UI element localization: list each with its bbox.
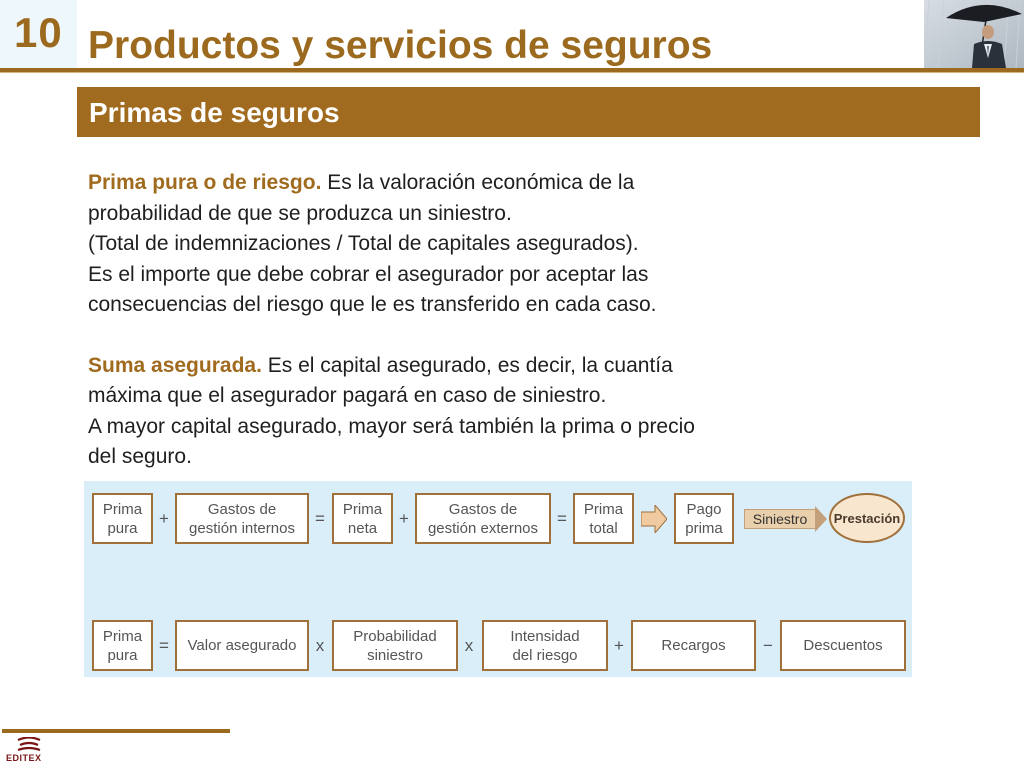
- editex-logo-mark: [14, 737, 44, 753]
- page-title: Productos y servicios de seguros: [88, 24, 713, 67]
- paragraph2-line3: A mayor capital asegurado, mayor será también la prima o precio: [88, 414, 695, 438]
- box-probabilidad-siniestro: Probabilidad siniestro: [332, 620, 458, 671]
- box-prima-pura-1: Prima pura: [92, 493, 153, 544]
- chapter-badge: [0, 0, 77, 68]
- op-equals-row2: =: [159, 636, 169, 655]
- paragraph1-line4: Es el importe que debe cobrar el asegurador por aceptar las: [88, 262, 649, 286]
- box-gastos-internos: Gastos de gestión internos: [175, 493, 309, 544]
- umbrella-businessman-photo: [924, 0, 1024, 68]
- paragraph2-line2: máxima que el asegurador pagará en caso de siniestro.: [88, 384, 607, 407]
- op-plus-2: +: [399, 509, 409, 528]
- box-pago-prima: Pago prima: [674, 493, 734, 544]
- op-times-1: x: [315, 636, 325, 655]
- paragraph2-line4: del seguro.: [88, 445, 192, 468]
- paragraph1-line5: consecuencias del riesgo que le es transferido en cada caso.: [88, 293, 657, 316]
- footer-divider: [2, 729, 230, 733]
- box-recargos: Recargos: [631, 620, 756, 671]
- paragraph-prima-pura: [88, 168, 848, 321]
- box-descuentos: Descuentos: [780, 620, 906, 671]
- editex-logo: [6, 737, 66, 765]
- box-prima-total: Prima total: [573, 493, 634, 544]
- op-times-2: x: [464, 636, 474, 655]
- paragraph1-line1: Es la valoración económica de la: [321, 171, 635, 194]
- header-divider-light: [0, 72, 1024, 73]
- op-equals-1: =: [315, 509, 325, 528]
- term-suma-asegurada: Suma asegurada.: [88, 353, 262, 377]
- editex-logo-text: EDITEX: [6, 753, 42, 763]
- paragraph2-line1: Es el capital asegurado, es decir, la cuantía: [261, 353, 673, 377]
- box-prima-neta: Prima neta: [332, 493, 393, 544]
- term-prima-pura: Prima pura o de riesgo.: [88, 171, 322, 194]
- box-valor-asegurado: Valor asegurado: [175, 620, 309, 671]
- premium-formula-diagram: [84, 481, 912, 677]
- section-banner: [77, 87, 980, 137]
- op-minus-row2: −: [763, 636, 773, 655]
- op-plus-1: +: [159, 509, 169, 528]
- prestacion-oval: Prestación: [829, 493, 905, 543]
- body-text: [88, 168, 848, 473]
- chapter-number: 10: [14, 9, 63, 56]
- box-prima-pura-2: Prima pura: [92, 620, 153, 671]
- block-arrow-icon: [641, 505, 667, 533]
- paragraph-suma-asegurada: [88, 351, 848, 473]
- paragraph1-line3: (Total de indemnizaciones / Total de capitales asegurados).: [88, 232, 639, 255]
- box-gastos-externos: Gastos de gestión externos: [415, 493, 551, 544]
- section-title: Primas de seguros: [89, 97, 340, 128]
- siniestro-label: Siniestro: [744, 509, 816, 529]
- arrow-right-icon: [815, 506, 827, 532]
- op-equals-2: =: [557, 509, 567, 528]
- box-intensidad-riesgo: Intensidad del riesgo: [482, 620, 608, 671]
- paragraph1-line2: probabilidad de que se produzca un siniestro.: [88, 201, 512, 225]
- op-plus-row2: +: [614, 636, 624, 655]
